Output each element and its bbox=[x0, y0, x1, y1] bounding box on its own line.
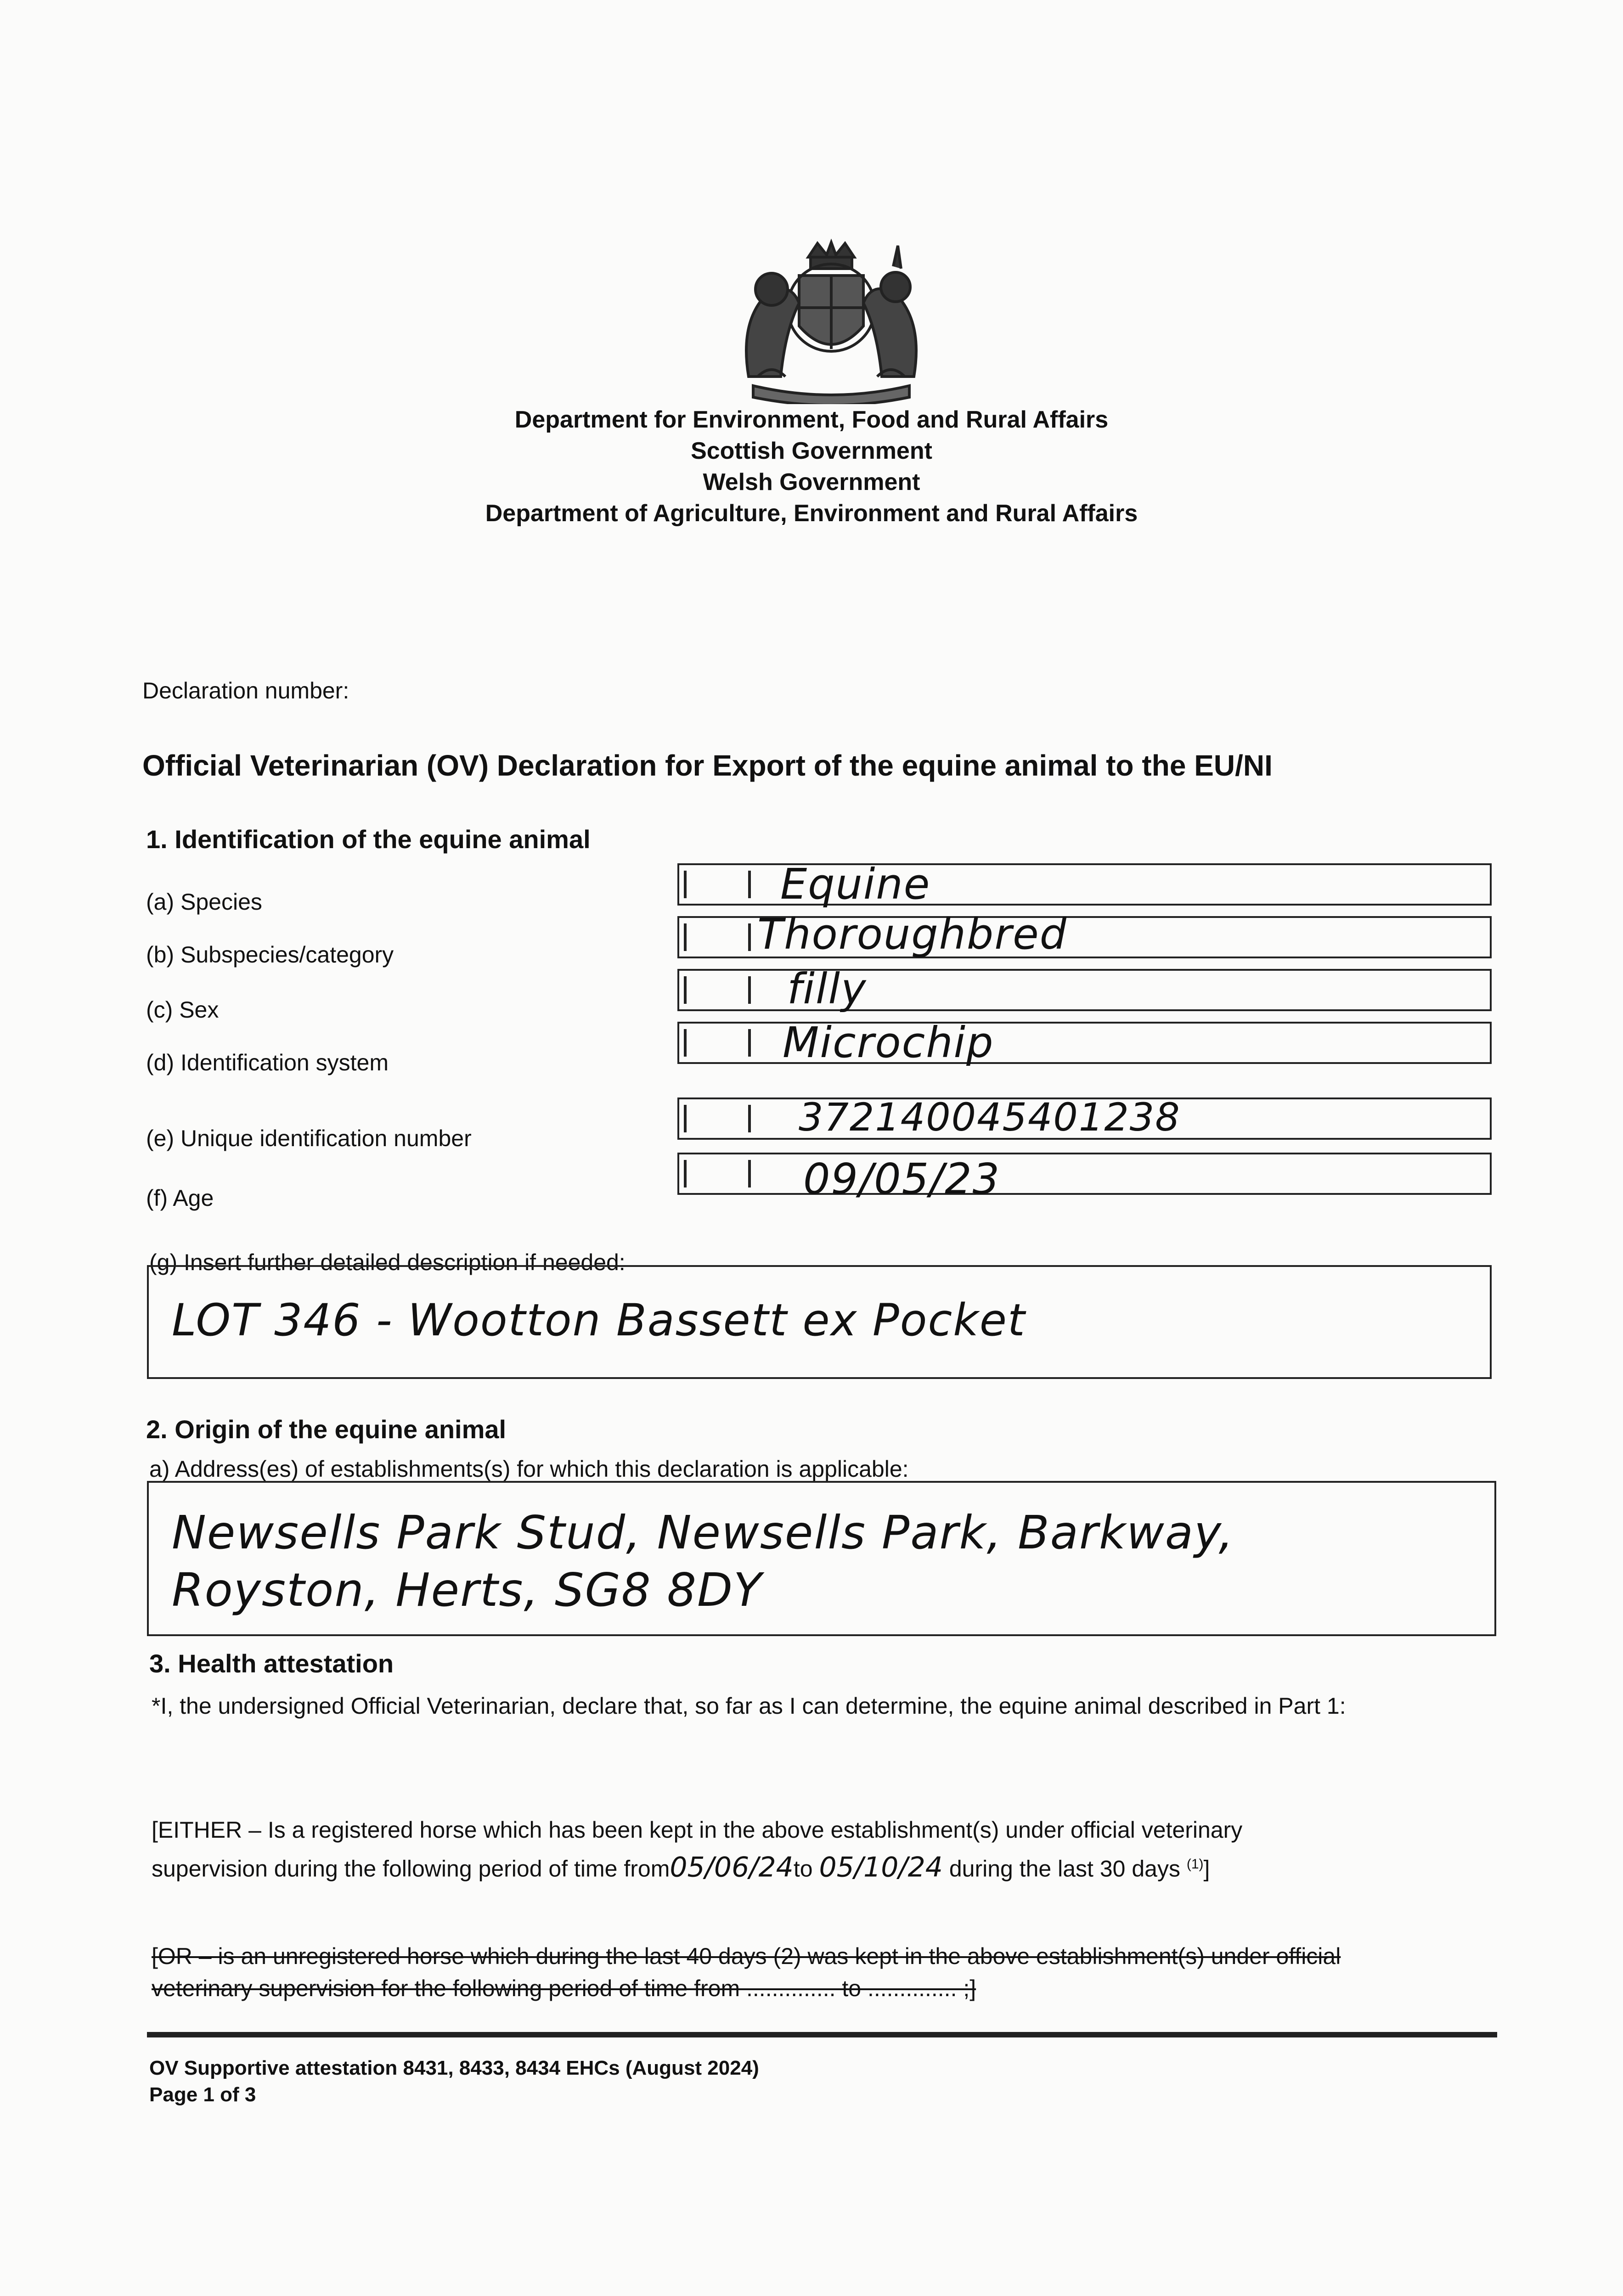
box-bar bbox=[748, 1160, 751, 1187]
box-bar bbox=[748, 923, 751, 951]
footer-divider bbox=[147, 2032, 1497, 2037]
field-box-age[interactable] bbox=[677, 1153, 1492, 1204]
either-close: ] bbox=[1203, 1856, 1210, 1882]
footer bbox=[149, 2055, 759, 2108]
further-description-box[interactable] bbox=[147, 1265, 1492, 1379]
either-to: to bbox=[793, 1856, 813, 1882]
field-value-subspecies: Thoroughbred bbox=[757, 910, 1068, 959]
either-prefix: supervision during the following period of time from bbox=[152, 1856, 670, 1882]
department-daera: Department of Agriculture, Environment and Rural Affairs bbox=[485, 500, 1138, 527]
field-label-species: (a) Species bbox=[146, 889, 262, 915]
box-bar bbox=[748, 1105, 751, 1132]
field-box-unique-id[interactable] bbox=[677, 1097, 1492, 1140]
department-welsh: Welsh Government bbox=[703, 469, 920, 495]
health-attestation-intro: *I, the undersigned Official Veterinarian, declare that, so far as I can determine, the equine animal described in Part 1: bbox=[152, 1693, 1346, 1719]
field-value-unique-id: 372140045401238 bbox=[799, 1095, 1181, 1140]
field-box-id-system[interactable] bbox=[677, 1018, 1492, 1067]
field-value-species: Equine bbox=[780, 860, 931, 909]
field-label-id-system: (d) Identification system bbox=[146, 1050, 389, 1075]
field-value-id-system: Microchip bbox=[783, 1018, 994, 1067]
or-clause-line2-text: veterinary supervision for the following period of time from .............. to .............. ;] bbox=[152, 1975, 976, 2001]
royal-coat-of-arms-crest bbox=[712, 239, 951, 404]
box-bar bbox=[748, 1029, 751, 1057]
or-clause-line2 bbox=[152, 1972, 1506, 2004]
box-bar bbox=[684, 1160, 687, 1187]
address-line-2: Royston, Herts, SG8 8DY bbox=[172, 1563, 763, 1617]
box-bar bbox=[684, 976, 687, 1004]
field-value-sex: filly bbox=[787, 964, 867, 1013]
further-description-label: (g) Insert further detailed description if needed: bbox=[149, 1249, 626, 1275]
box-bar bbox=[748, 976, 751, 1004]
address-label: a) Address(es) of establishments(s) for which this declaration is applicable: bbox=[149, 1456, 909, 1482]
box-bar bbox=[684, 923, 687, 951]
field-value-age: 09/05/23 bbox=[803, 1154, 1001, 1204]
either-suffix: during the last 30 days bbox=[949, 1856, 1180, 1882]
department-header bbox=[0, 404, 1623, 529]
section2-heading: 2. Origin of the equine animal bbox=[146, 1415, 507, 1444]
field-box-subspecies[interactable] bbox=[677, 910, 1492, 959]
footer-page-number: Page 1 of 3 bbox=[149, 2083, 256, 2106]
box-bar bbox=[684, 1105, 687, 1132]
footnote-ref-1: (1) bbox=[1186, 1857, 1204, 1872]
further-description-value: LOT 346 - Wootton Bassett ex Pocket bbox=[172, 1294, 1026, 1346]
field-box-species[interactable] bbox=[677, 860, 1492, 909]
either-clause-line1: [EITHER – Is a registered horse which has been kept in the above establishment(s) under official veterinary bbox=[152, 1817, 1243, 1843]
field-box-sex[interactable] bbox=[677, 964, 1492, 1013]
field-label-age: (f) Age bbox=[146, 1185, 214, 1211]
either-clause-line2 bbox=[152, 1848, 1506, 1885]
or-clause-line1: [OR – is an unregistered horse which during the last 40 days (2) was kept in the above establishment(s) under official bbox=[152, 1943, 1341, 1969]
field-label-subspecies: (b) Subspecies/category bbox=[146, 942, 394, 968]
field-label-sex: (c) Sex bbox=[146, 997, 219, 1023]
box-bar bbox=[748, 871, 751, 898]
section1-heading: 1. Identification of the equine animal bbox=[146, 825, 591, 854]
address-box[interactable] bbox=[147, 1481, 1496, 1636]
declaration-number-label: Declaration number: bbox=[142, 678, 349, 703]
address-line-1: Newsells Park Stud, Newsells Park, Barkway, bbox=[172, 1506, 1234, 1559]
department-defra: Department for Environment, Food and Rural Affairs bbox=[514, 406, 1109, 433]
field-label-unique-id: (e) Unique identification number bbox=[146, 1125, 472, 1151]
footer-attestation: OV Supportive attestation 8431, 8433, 8434 EHCs (August 2024) bbox=[149, 2057, 759, 2079]
department-scottish: Scottish Government bbox=[691, 438, 932, 464]
date-to-value: 05/10/24 bbox=[819, 1851, 943, 1884]
date-from-value: 05/06/24 bbox=[670, 1851, 794, 1884]
section3-heading: 3. Health attestation bbox=[149, 1649, 394, 1678]
box-bar bbox=[684, 871, 687, 898]
box-bar bbox=[684, 1029, 687, 1057]
document-title: Official Veterinarian (OV) Declaration for Export of the equine animal to the EU/NI bbox=[142, 749, 1273, 782]
